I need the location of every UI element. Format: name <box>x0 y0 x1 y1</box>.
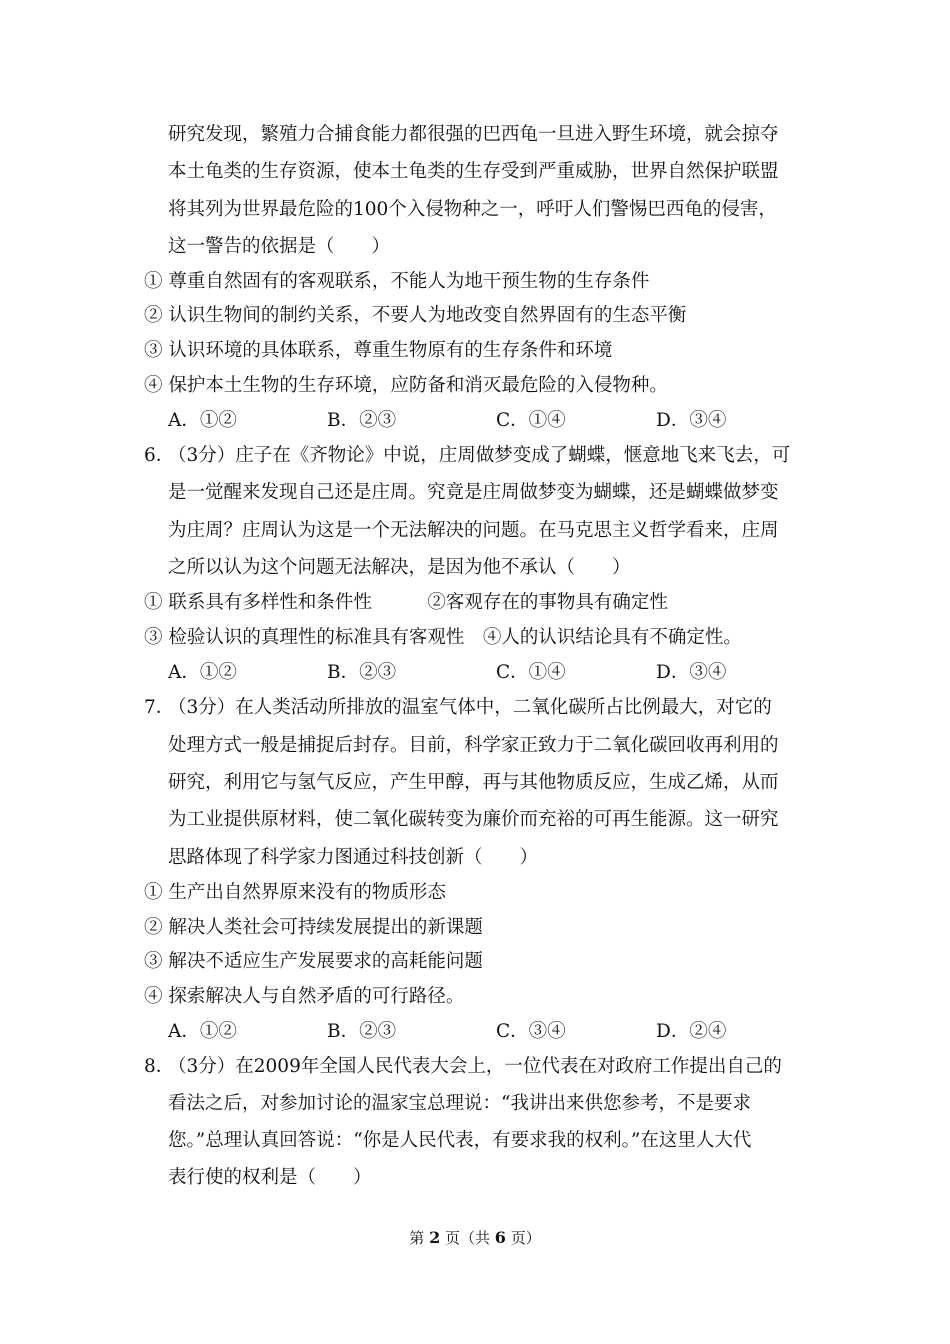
q8-stem-line-1: （3分）在2009年全国人民代表大会上，一位代表在对政府工作提出自己的 <box>168 1056 782 1077</box>
q7-option-b: B．②③ <box>327 1021 397 1042</box>
q5-item-4: ④ 保护本土生物的生存环境，应防备和消灭最危险的入侵物种。 <box>144 375 668 396</box>
q5-stem-line-2: 本土龟类的生存资源，使本土龟类的生存受到严重威胁，世界自然保护联盟 <box>168 161 779 182</box>
q6-item-2: ③ 检验认识的真理性的标准具有客观性 ④人的认识结论具有不确定性。 <box>144 627 742 648</box>
footer-page-number: 2 <box>429 1228 441 1247</box>
q7-stem-line-4: 为工业提供原材料，使二氧化碳转变为廉价而充裕的可再生能源。这一研究 <box>168 809 779 830</box>
q6-stem-line-1: （3分）庄子在《齐物论》中说，庄周做梦变成了蝴蝶，惬意地飞来飞去，可 <box>168 445 791 466</box>
q7-item-3: ③ 解决不适应生产发展要求的高耗能问题 <box>144 951 483 972</box>
q6-stem-line-3: 为庄周？庄周认为这是一个无法解决的问题。在马克思主义哲学看来，庄周 <box>168 520 779 541</box>
q5-stem-line-3: 将其列为世界最危险的100个入侵物种之一，呼吁人们警惕巴西龟的侵害， <box>168 199 777 220</box>
q8-number: 8． <box>144 1056 175 1077</box>
q7-number: 7． <box>144 697 175 718</box>
q5-option-c: C．①④ <box>496 410 566 431</box>
q8-stem-line-3: 您。”总理认真回答说：“你是人民代表，有要求我的权利。”在这里人大代 <box>168 1130 752 1151</box>
q7-option-d: D．②④ <box>656 1021 727 1042</box>
q6-option-d: D．③④ <box>656 662 727 683</box>
q7-item-4: ④ 探索解决人与自然矛盾的可行路径。 <box>144 986 465 1007</box>
q8-stem-line-4: 表行使的权利是（ ） <box>168 1167 372 1188</box>
q5-option-a: A．①② <box>168 410 237 431</box>
q5-stem-line-1: 研究发现，繁殖力合捕食能力都很强的巴西龟一旦进入野生环境，就会掠夺 <box>168 124 779 145</box>
q7-stem-line-5: 思路体现了科学家力图通过科技创新（ ） <box>168 847 539 868</box>
page-footer <box>0 1228 950 1248</box>
footer-suffix: 页） <box>510 1229 541 1247</box>
q7-option-c: C．③④ <box>496 1021 566 1042</box>
q5-item-2: ② 认识生物间的制约关系，不要人为地改变自然界固有的生态平衡 <box>144 305 687 326</box>
q7-option-a: A．①② <box>168 1021 237 1042</box>
q6-option-a: A．①② <box>168 662 237 683</box>
q5-item-1: ① 尊重自然固有的客观联系，不能人为地干预生物的生存条件 <box>144 271 650 292</box>
q7-stem-line-3: 研究，利用它与氢气反应，产生甲醇，再与其他物质反应，生成乙烯，从而 <box>168 772 779 793</box>
q6-option-c: C．①④ <box>496 662 566 683</box>
q5-stem-line-4: 这一警告的依据是（ ） <box>168 236 391 257</box>
q6-option-b: B．②③ <box>327 662 397 683</box>
q6-stem-line-2: 是一觉醒来发现自己还是庄周。究竟是庄周做梦变为蝴蝶，还是蝴蝶做梦变 <box>168 482 779 503</box>
q7-stem-line-2: 处理方式一般是捕捉后封存。目前，科学家正致力于二氧化碳回收再利用的 <box>168 735 779 756</box>
q6-item-1: ① 联系具有多样性和条件性 ②客观存在的事物具有确定性 <box>144 592 668 613</box>
q7-stem-line-1: （3分）在人类活动所排放的温室气体中，二氧化碳所占比例最大，对它的 <box>168 697 772 718</box>
footer-total-pages: 6 <box>494 1228 506 1247</box>
q5-item-3: ③ 认识环境的具体联系，尊重生物原有的生存条件和环境 <box>144 340 613 361</box>
q6-stem-line-4: 之所以认为这个问题无法解决，是因为他不承认（ ） <box>168 557 631 578</box>
q7-item-1: ① 生产出自然界原来没有的物质形态 <box>144 882 446 903</box>
footer-middle: 页（共 <box>444 1229 490 1247</box>
q7-item-2: ② 解决人类社会可持续发展提出的新课题 <box>144 917 483 938</box>
q6-number: 6． <box>144 445 175 466</box>
q8-stem-line-2: 看法之后，对参加讨论的温家宝总理说：“我讲出来供您参考，不是要求 <box>168 1093 751 1114</box>
footer-prefix: 第 <box>409 1229 425 1247</box>
q5-option-b: B．②③ <box>327 410 397 431</box>
q5-option-d: D．③④ <box>656 410 727 431</box>
